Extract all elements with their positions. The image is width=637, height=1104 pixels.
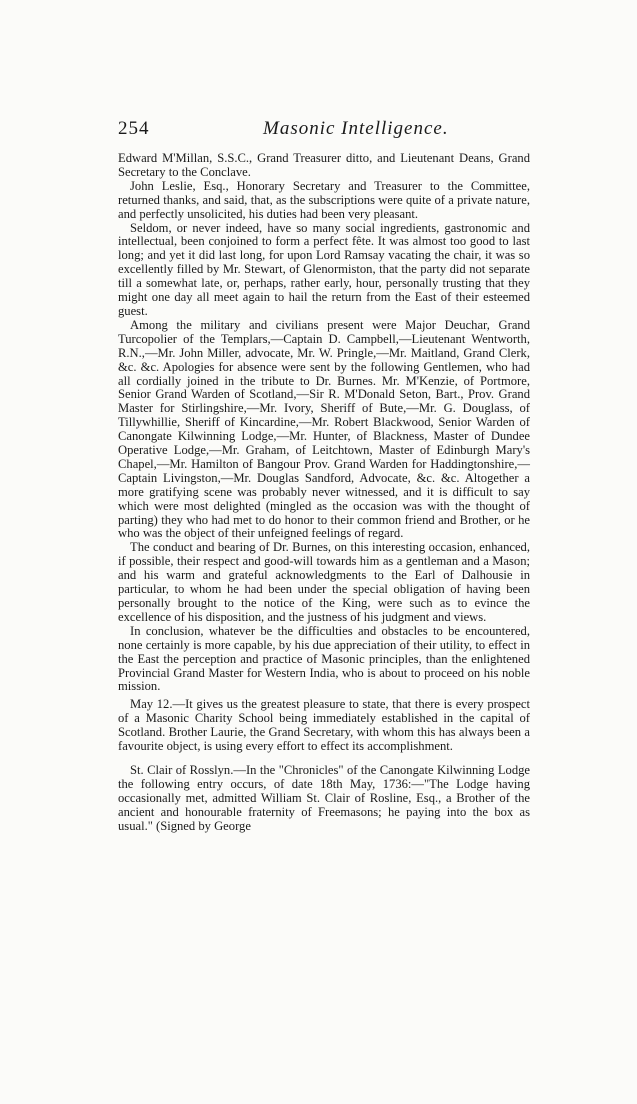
paragraph: St. Clair of Rosslyn.—In the "Chronicles" of the Canongate Kilwinning Lodge the following entry occurs, of date 18th May, 1736:—"The Lodge having occasionally met, admitted William St. Clair of Rosline, Esq., a Brother of the ancient and honourable fraternity of Freemasons; he paying into the box as usual." (Signed by George [118,762,530,833]
paragraph: Edward M'Millan, S.S.C., Grand Treasurer ditto, and Lieutenant Deans, Grand Secretary to the Conclave. [118,151,530,179]
paragraph: May 12.—It gives us the greatest pleasure to state, that there is every prospect of a Masonic Charity School being immediately established in the capital of Scotland. Brother Laurie, the Grand Secretary, with whom this has always been a favourite object, is using every effort to effect its accomplishment. [118,697,530,754]
paragraph: In conclusion, whatever be the difficulties and obstacles to be encountered, none certainly is more capable, by his due appreciation of their utility, to effect in the East the perception and practice of Masonic principles, than the enlightened Provincial Grand Master for Western India, who is about to proceed on his noble mission. [118,623,530,694]
paragraph: The conduct and bearing of Dr. Burnes, on this interesting occasion, enhanced, if possible, their respect and good-will towards him as a gentleman and a Mason; and his warm and grateful acknowledgments to the Earl of Dalhousie in particular, to whom he had been under the special obligation of having been personally brought to the notice of the King, were such as to evince the excellence of his disposition, and the justness of his judgment and views. [118,540,530,624]
paragraph: Seldom, or never indeed, have so many social ingredients, gastronomic and intellectual, been conjoined to form a perfect fête. It was almost too good to last long; and yet it did last long, for upon Lord Ramsay vacating the chair, it was so excellently filled by Mr. Stewart, of Glenormiston, that the party did not separate till a somewhat late, or, perhaps, rather early, hour, personally trusting that they might one day all meet again to hail the return from the East of their esteemed guest. [118,220,530,318]
running-title: Masonic Intelligence. [263,118,449,139]
page-header [118,118,528,144]
paragraph: Among the military and civilians present were Major Deuchar, Grand Turcopolier of the Templars,—Captain D. Campbell,—Lieutenant Wentworth, R.N.,—Mr. John Miller, advocate, Mr. W. Pringle,—Mr. Maitland, Grand Clerk, &c. &c. Apologies for absence were sent by the following Gentlemen, who had all cordially joined in the tribute to Dr. Burnes. Mr. M'Kenzie, of Portmore, Senior Grand Warden of Scotland,—Sir R. M'Donald Seton, Bart., Prov. Grand Master for Stirlingshire,—Mr. Ivory, Sheriff of Bute,—Mr. G. Douglass, of Tillywhillie, Sheriff of Kincardine,—Mr. Robert Blackwood, Senior Warden of Canongate Kilwinning Lodge,—Mr. Hunter, of Blackness, Master of Dundee Operative Lodge,—Mr. Graham, of Leitchtown, Master of Edinburgh Mary's Chapel,—Mr. Hamilton of Bangour Prov. Grand Warden for Haddingtonshire,—Captain Livingston,—Mr. Douglas Sandford, Advocate, &c. &c. Altogether a more gratifying scene was probably never witnessed, and it is difficult to say which were most delighted (mingled as the occasion was with the thought of parting) they who had met to do honor to their common friend and Brother, or he who was the object of their unfeigned feelings of regard. [118,317,530,541]
paragraph: John Leslie, Esq., Honorary Secretary and Treasurer to the Committee, returned thanks, and said, that, as the subscriptions were quite of a private nature, and perfectly unsolicited, his duties had been very pleasant. [118,178,530,221]
page-number: 254 [118,118,150,139]
article-body [118,152,530,834]
